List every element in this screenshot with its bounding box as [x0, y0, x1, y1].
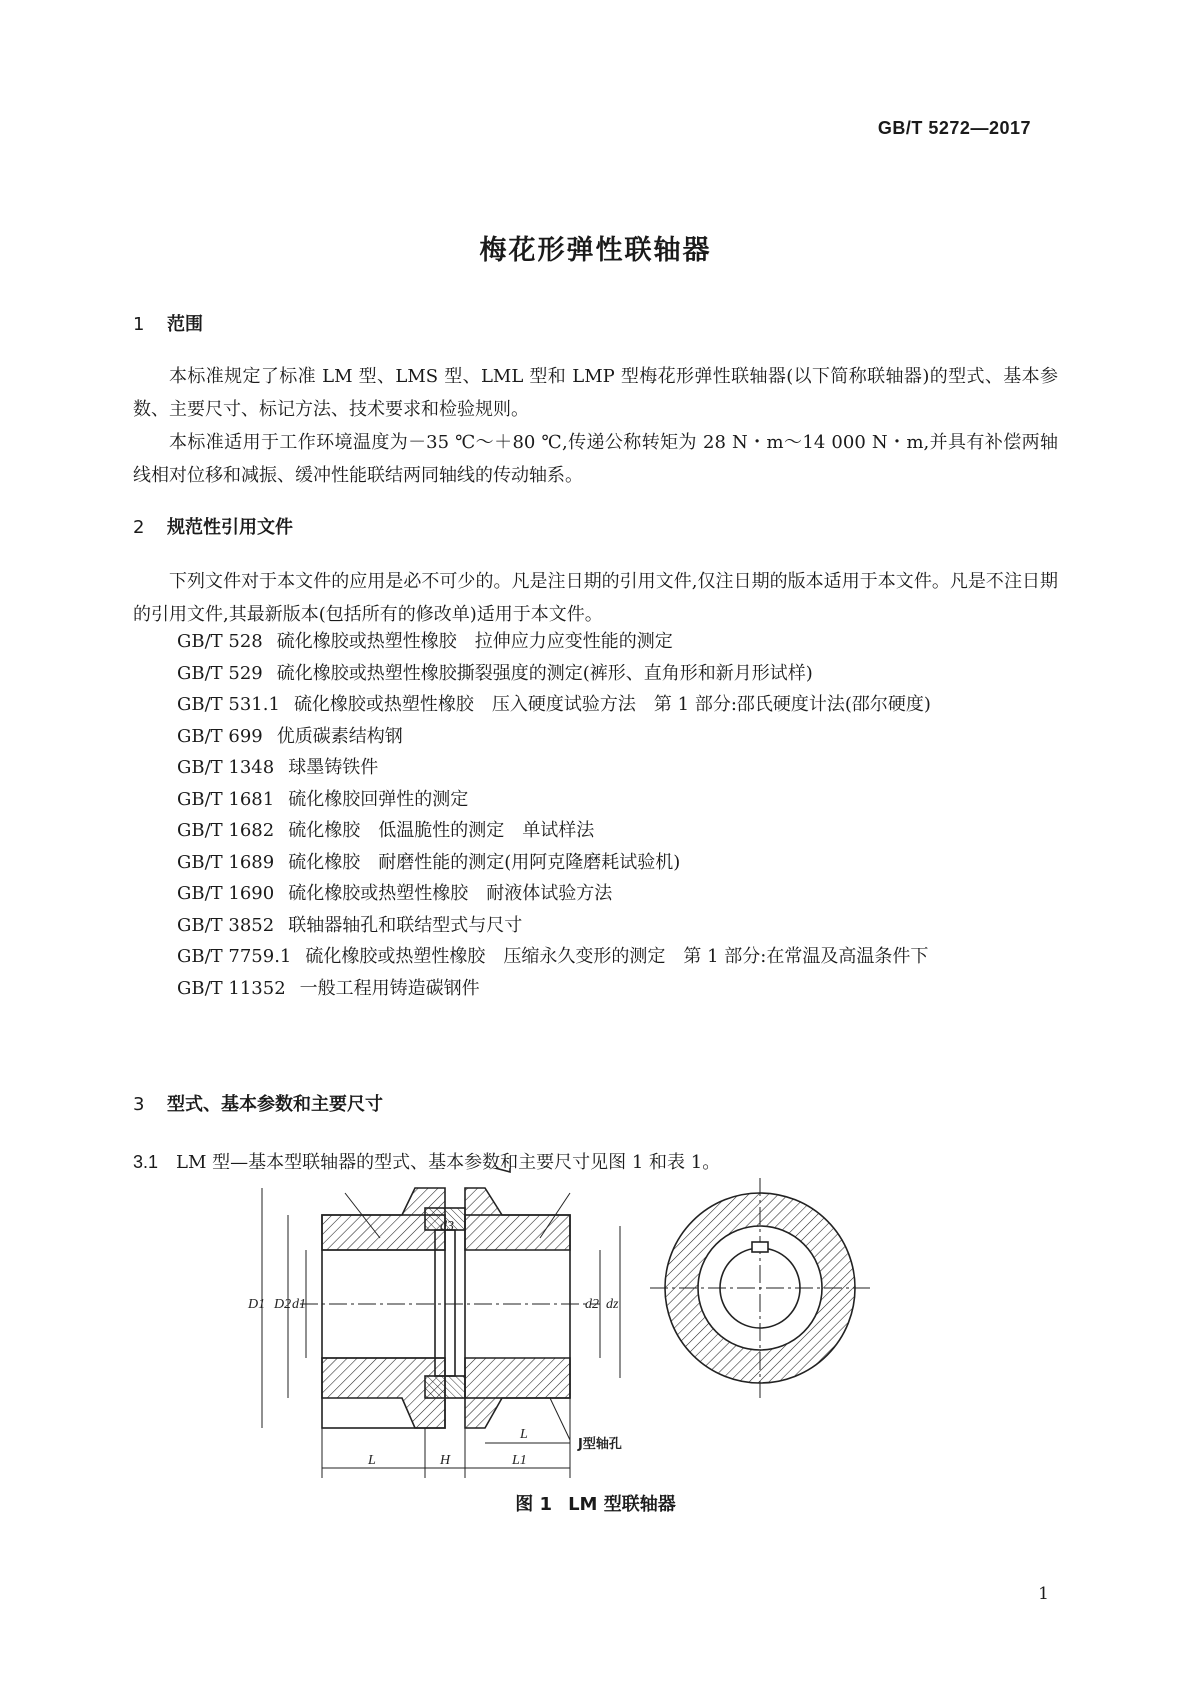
section-number: 2	[133, 517, 145, 538]
reference-code: GB/T 1689	[177, 851, 275, 873]
document-title: 梅花形弹性联轴器	[479, 235, 712, 266]
figure-title: LM 型联轴器	[568, 1494, 676, 1515]
dim-d1: d1	[292, 1297, 306, 1312]
reference-item	[177, 752, 931, 784]
reference-title: 硫化橡胶 低温脆性的测定 单试样法	[288, 820, 595, 841]
reference-code: GB/T 531.1	[177, 694, 280, 715]
section-1-heading	[133, 310, 203, 336]
dim-L: L	[368, 1453, 376, 1468]
section-title: 型式、基本参数和主要尺寸	[167, 1094, 383, 1115]
reference-title: 球墨铸铁件	[288, 757, 379, 778]
dim-dz: dz	[606, 1297, 619, 1312]
figure-number: 图 1	[515, 1494, 553, 1515]
lm-coupling-drawing	[240, 1168, 960, 1508]
reference-title: 硫化橡胶 耐磨性能的测定(用阿克隆磨耗试验机)	[288, 851, 681, 873]
reference-code: GB/T 1682	[177, 820, 275, 841]
reference-title: 硫化橡胶或热塑性橡胶 压入硬度试验方法 第 1 部分:邵氏硬度计法(邵尔硬度)	[293, 694, 931, 715]
reference-title: 硫化橡胶或热塑性橡胶撕裂强度的测定(裤形、直角形和新月形试样)	[276, 662, 813, 684]
side-view	[262, 1168, 620, 1478]
reference-title: 一般工程用铸造碳钢件	[299, 977, 480, 999]
end-view	[650, 1178, 870, 1398]
section-number: 3	[133, 1094, 145, 1115]
section-title: 规范性引用文件	[167, 517, 293, 538]
dim-D2: D2	[274, 1297, 292, 1312]
reference-title: 硫化橡胶或热塑性橡胶 拉伸应力应变性能的测定	[276, 631, 673, 652]
scope-text	[133, 360, 1058, 492]
section-title: 范围	[167, 314, 203, 335]
reference-title: 硫化橡胶或热塑性橡胶 耐液体试验方法	[288, 883, 613, 904]
reference-code: GB/T 1681	[177, 788, 275, 810]
dim-L1: L1	[512, 1453, 527, 1468]
reference-item	[177, 910, 931, 942]
scope-paragraph-2: 本标准适用于工作环境温度为－35 ℃～＋80 ℃,传递公称转矩为 28 N・m～14 000 N・m,并具有补偿两轴线相对位移和减振、缓冲性能联结两同轴线的传动轴系。	[133, 432, 1058, 486]
scope-paragraph-1: 本标准规定了标准 LM 型、LMS 型、LML 型和 LMP 型梅花形弹性联轴器(以下简称联轴器)的型式、基本参数、主要尺寸、标记方法、技术要求和检验规则。	[133, 366, 1058, 420]
reference-code: GB/T 699	[177, 725, 263, 747]
reference-code: GB/T 1348	[177, 757, 275, 778]
dim-L-right: L	[520, 1427, 528, 1442]
dim-d2: d2	[585, 1297, 599, 1312]
dim-D1: D1	[248, 1297, 266, 1312]
reference-title: 硫化橡胶或热塑性橡胶 压缩永久变形的测定 第 1 部分:在常温及高温条件下	[305, 946, 929, 967]
section-2-heading	[133, 513, 293, 539]
figure-caption	[0, 1490, 1191, 1516]
reference-item	[177, 941, 931, 973]
section-3-heading	[133, 1090, 383, 1116]
reference-item	[177, 815, 931, 847]
reference-item	[177, 878, 931, 910]
standard-number: GB/T 5272—2017	[877, 118, 1031, 138]
normref-intro-paragraph: 下列文件对于本文件的应用是必不可少的。凡是注日期的引用文件,仅注日期的版本适用于本文件。凡是不注日期的引用文件,其最新版本(包括所有的修改单)适用于本文件。	[133, 571, 1058, 625]
reference-title: 联轴器轴孔和联结型式与尺寸	[288, 914, 523, 936]
reference-title: 硫化橡胶回弹性的测定	[288, 788, 469, 810]
j-bore-label: J型轴孔	[578, 1437, 622, 1452]
reference-title: 优质碳素结构钢	[276, 725, 403, 747]
reference-code: GB/T 528	[177, 631, 263, 652]
clause-number: 3.1	[133, 1152, 159, 1172]
reference-code: GB/T 1690	[177, 883, 275, 904]
section-number: 1	[133, 314, 145, 335]
reference-code: GB/T 3852	[177, 914, 275, 936]
reference-item	[177, 721, 931, 753]
normref-intro	[133, 565, 1058, 631]
reference-item	[177, 784, 931, 816]
reference-list	[177, 626, 931, 1004]
reference-code: GB/T 11352	[177, 977, 286, 999]
reference-code: GB/T 7759.1	[177, 946, 292, 967]
dim-H: H	[440, 1453, 451, 1468]
reference-item	[177, 658, 931, 690]
reference-item	[177, 689, 931, 721]
reference-item	[177, 626, 931, 658]
page-number: 1	[1038, 1584, 1049, 1604]
reference-item	[177, 847, 931, 879]
dim-d3: d3	[440, 1219, 454, 1234]
clause-text: LM 型—基本型联轴器的型式、基本参数和主要尺寸见图 1 和表 1。	[176, 1152, 721, 1173]
reference-code: GB/T 529	[177, 662, 263, 684]
reference-item	[177, 973, 931, 1005]
